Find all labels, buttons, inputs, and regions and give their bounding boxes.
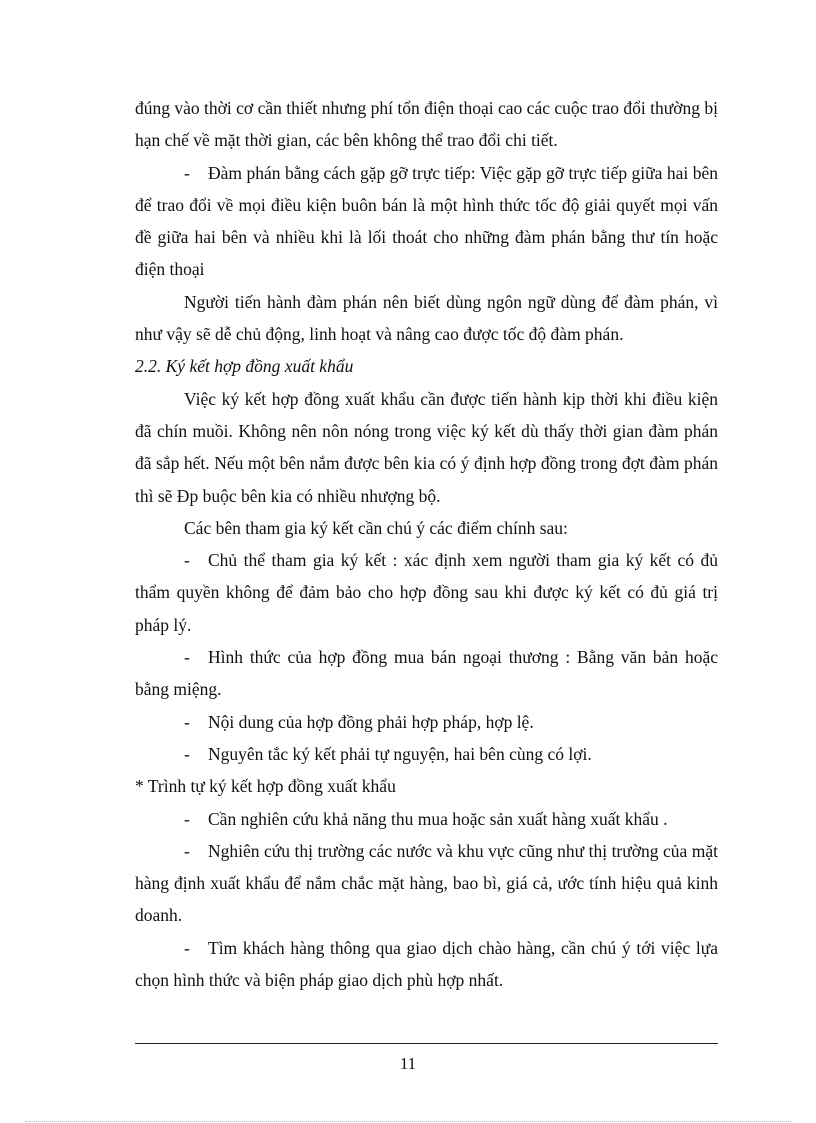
body-text	[135, 92, 718, 996]
dash-marker: -	[184, 937, 190, 958]
subheading: * Trình tự ký kết hợp đồng xuất khẩu	[135, 776, 396, 797]
dash-marker: -	[184, 840, 190, 861]
page-number: 11	[399, 1054, 417, 1073]
dash-marker: -	[184, 647, 190, 668]
section-heading: 2.2. Ký kết hợp đồng xuất khẩu	[135, 356, 354, 377]
paragraph: đúng vào thời cơ cần thiết nhưng phí tổn điện thoại cao các cuộc trao đổi thường bị hạn chế về mặt thời gian, các bên không thể trao đổi chi tiết.	[135, 98, 718, 151]
bullet-text: Nguyên tắc ký kết phải tự nguyện, hai bên cùng có lợi.	[208, 743, 592, 764]
dash-marker: -	[184, 550, 190, 571]
page-boundary	[25, 1121, 791, 1122]
bullet-text: Chủ thể tham gia ký kết : xác định xem người tham gia ký kết có đủ thẩm quyền không để đảm bảo cho hợp đồng sau khi được ký kết có đủ giá trị pháp lý.	[135, 550, 718, 635]
bullet-text: Tìm khách hàng thông qua giao dịch chào hàng, cần chú ý tới việc lựa chọn hình thức và biện pháp giao dịch phù hợp nhất.	[135, 937, 718, 991]
paragraph: Việc ký kết hợp đồng xuất khẩu cần được tiến hành kịp thời khi điều kiện đã chín muồi. Không nên nôn nóng trong việc ký kết dù thấy thời gian đàm phán đã sắp hết. Nếu một bên nắm được bên kia có ý định hợp đồng trong đợt đàm phán thì sẽ Đp buộc bên kia có nhiều nhượng bộ.	[135, 388, 718, 506]
bullet-paragraph	[135, 738, 718, 770]
bullet-text: Nghiên cứu thị trường các nước và khu vực cũng như thị trường của mặt hàng định xuất khẩu để nắm chắc mặt hàng, bao bì, giá cả, ước tính hiệu quả kinh doanh.	[135, 840, 718, 926]
dash-marker: -	[184, 743, 190, 764]
bullet-paragraph	[135, 932, 718, 997]
dash-marker: -	[184, 808, 190, 829]
footer-divider	[135, 1043, 718, 1044]
bullet-text: Hình thức của hợp đồng mua bán ngoại thương : Bằng văn bản hoặc bằng miệng.	[135, 647, 718, 700]
bullet-paragraph	[135, 157, 718, 286]
bullet-text: Nội dung của hợp đồng phải hợp pháp, hợp lệ.	[208, 711, 534, 732]
bullet-paragraph	[135, 835, 718, 932]
dash-marker: -	[184, 711, 190, 732]
paragraph: Người tiến hành đàm phán nên biết dùng ngôn ngữ dùng để đàm phán, vì như vậy sẽ dễ chủ động, linh hoạt và nâng cao được tốc độ đàm phán.	[135, 291, 718, 345]
paragraph: Các bên tham gia ký kết cần chú ý các điểm chính sau:	[184, 517, 568, 538]
bullet-paragraph	[135, 803, 718, 835]
bullet-paragraph	[135, 706, 718, 738]
bullet-text: Cần nghiên cứu khả năng thu mua hoặc sản xuất hàng xuất khẩu .	[208, 808, 668, 829]
bullet-paragraph	[135, 641, 718, 706]
bullet-paragraph	[135, 544, 718, 641]
dash-marker: -	[184, 162, 190, 183]
bullet-text: Đàm phán bằng cách gặp gỡ trực tiếp: Việc gặp gỡ trực tiếp giữa hai bên để trao đổi về mọi điều kiện buôn bán là một hình thức tốc độ giải quyết mọi vấn đề giữa hai bên và nhiều khi là lối thoát cho những đàm phán bằng thư tín hoặc điện thoại	[135, 162, 718, 280]
